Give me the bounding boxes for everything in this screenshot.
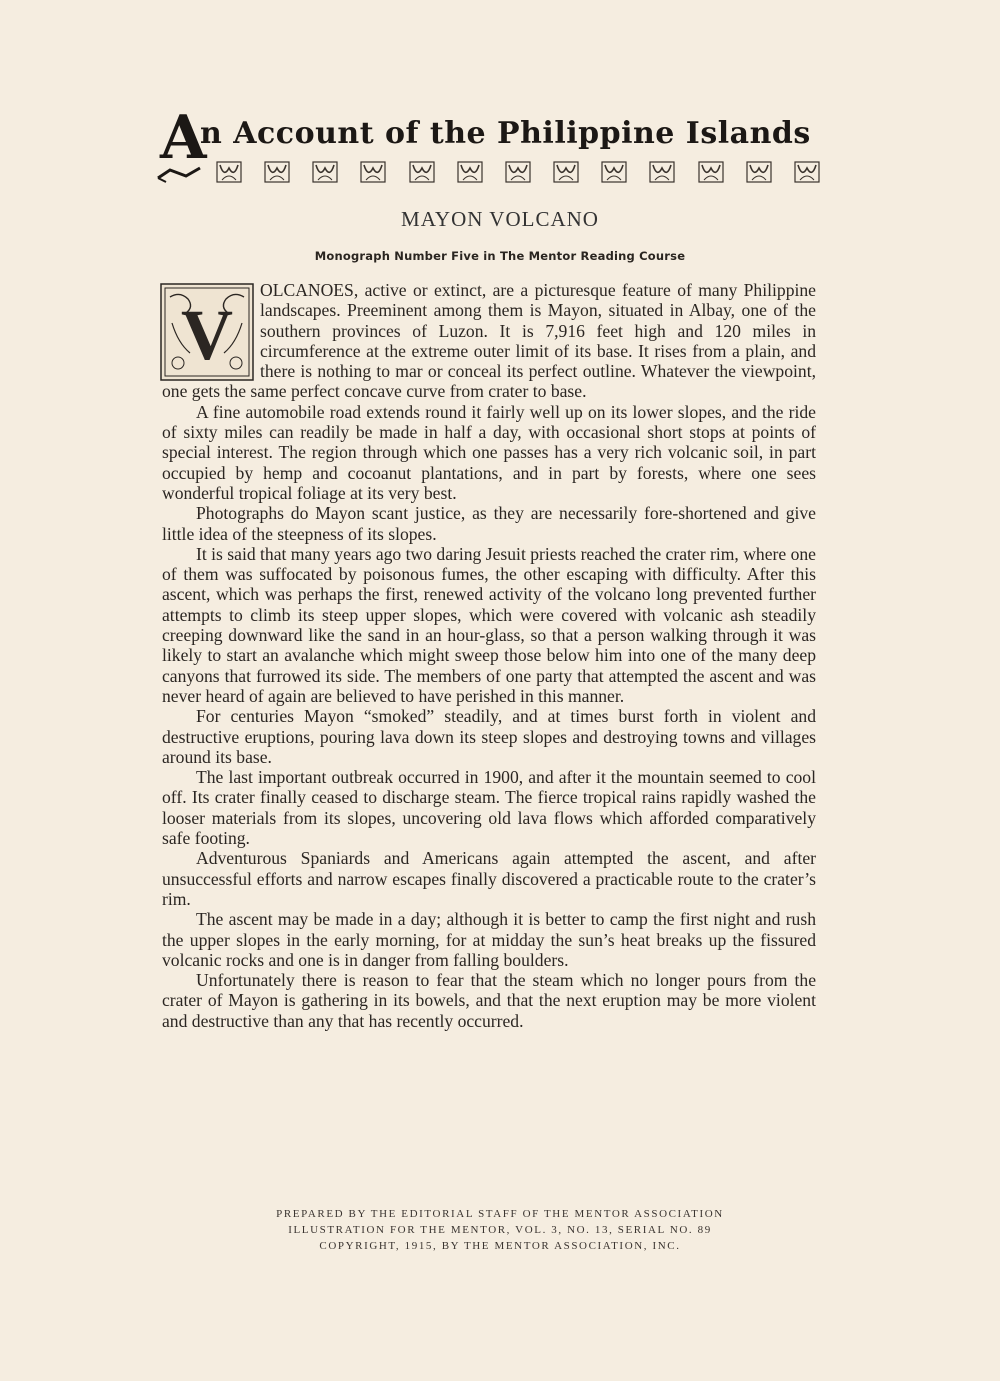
ornament-icon — [409, 160, 435, 184]
credits — [0, 1206, 1000, 1254]
paragraph: Unfortunately there is reason to fear that the steam which no longer pours from the crater of Mayon is gathering in its bowels, and that the next eruption may be more violent and destructive than any that has recently occurred. — [162, 970, 816, 1031]
ornament-icon — [264, 160, 290, 184]
monograph-line: Monograph Number Five in The Mentor Reading Course — [314, 249, 686, 263]
credit-line: COPYRIGHT, 1915, BY THE MENTOR ASSOCIATION, INC. — [319, 1240, 681, 1252]
ornament-icon — [794, 160, 820, 184]
paragraph: The ascent may be made in a day; although it is better to camp the first night and rush the upper slopes in the early morning, for at midday the sun’s heat breaks up the fissured volcanic rocks and one is in danger from falling boulders. — [162, 909, 816, 970]
ornament-icon — [746, 160, 772, 184]
credit-line: ILLUSTRATION FOR THE MENTOR, VOL. 3, NO. 13, SERIAL NO. 89 — [288, 1224, 712, 1236]
paragraph: For centuries Mayon “smoked” steadily, and at times burst forth in violent and destructive eruptions, pouring lava down its steep slopes and destroying towns and villages around its base. — [162, 706, 816, 767]
paragraph: Photographs do Mayon scant justice, as they are necessarily fore-shortened and give little idea of the steepness of its slopes. — [162, 503, 816, 544]
svg-text:V: V — [181, 295, 233, 375]
ornament-icon — [505, 160, 531, 184]
ornament-icon — [312, 160, 338, 184]
credit-line: PREPARED BY THE EDITORIAL STAFF OF THE MENTOR ASSOCIATION — [276, 1208, 724, 1220]
paragraph: Adventurous Spaniards and Americans again attempted the ascent, and after unsuccessful efforts and narrow escapes finally discovered a practicable route to the crater’s rim. — [162, 848, 816, 909]
title-swash-ornament — [156, 164, 202, 184]
paragraph: OLCANOES, active or extinct, are a picturesque feature of many Philippine landscapes. Preeminent among them is Mayon, situated in Albay, one of the southern provinces of Luzon. It is 7,916 feet high and 120 miles in circumference at the extreme outer limit of its base. It rises from a plain, and there is nothing to mar or conceal its perfect outline. Whatever the viewpoint, one gets the same perfect concave curve from crater to base. — [162, 280, 816, 402]
ornament-row — [216, 160, 820, 186]
subtitle: MAYON VOLCANO — [401, 207, 599, 231]
paragraph: The last important outbreak occurred in 1900, and after it the mountain seemed to cool off. Its crater finally ceased to discharge steam. The fierce tropical rains rapidly washed the looser materials from its slopes, uncovering old lava flows which afforded comparatively safe footing. — [162, 767, 816, 849]
ornament-icon — [457, 160, 483, 184]
page-title: n Account of the Philippine Islands — [200, 116, 811, 151]
ornament-icon — [601, 160, 627, 184]
paragraph: It is said that many years ago two daring Jesuit priests reached the crater rim, where one of them was suffocated by poisonous fumes, the other escaping with difficulty. After this ascent, which was perhaps the first, renewed activity of the volcano long prevented further attempts to climb its steep upper slopes, which were covered with volcanic ash steadily creeping downward like the sand in an hour-glass, so that a person walking through it was likely to start an avalanche which might sweep those below him into one of the many deep canyons that furrowed its side. The members of one party that attempted the ascent and was never heard of again are believed to have perished in this manner. — [162, 543, 816, 706]
title-initial: A — [160, 103, 207, 173]
article-body — [162, 280, 816, 1031]
ornament-icon — [698, 160, 724, 184]
drop-cap-v — [160, 283, 254, 381]
ornament-icon — [649, 160, 675, 184]
ornament-icon — [360, 160, 386, 184]
ornament-icon — [216, 160, 242, 184]
ornament-icon — [553, 160, 579, 184]
title-block — [160, 103, 820, 188]
paragraph: A fine automobile road extends round it fairly well up on its lower slopes, and the ride of sixty miles can readily be made in half a day, with occasional short stops at points of special interest. The region through which one passes has a very rich volcanic soil, in part occupied by hemp and cocoanut plantations, and in part by forests, where one sees wonderful tropical foliage at its very best. — [162, 401, 816, 503]
